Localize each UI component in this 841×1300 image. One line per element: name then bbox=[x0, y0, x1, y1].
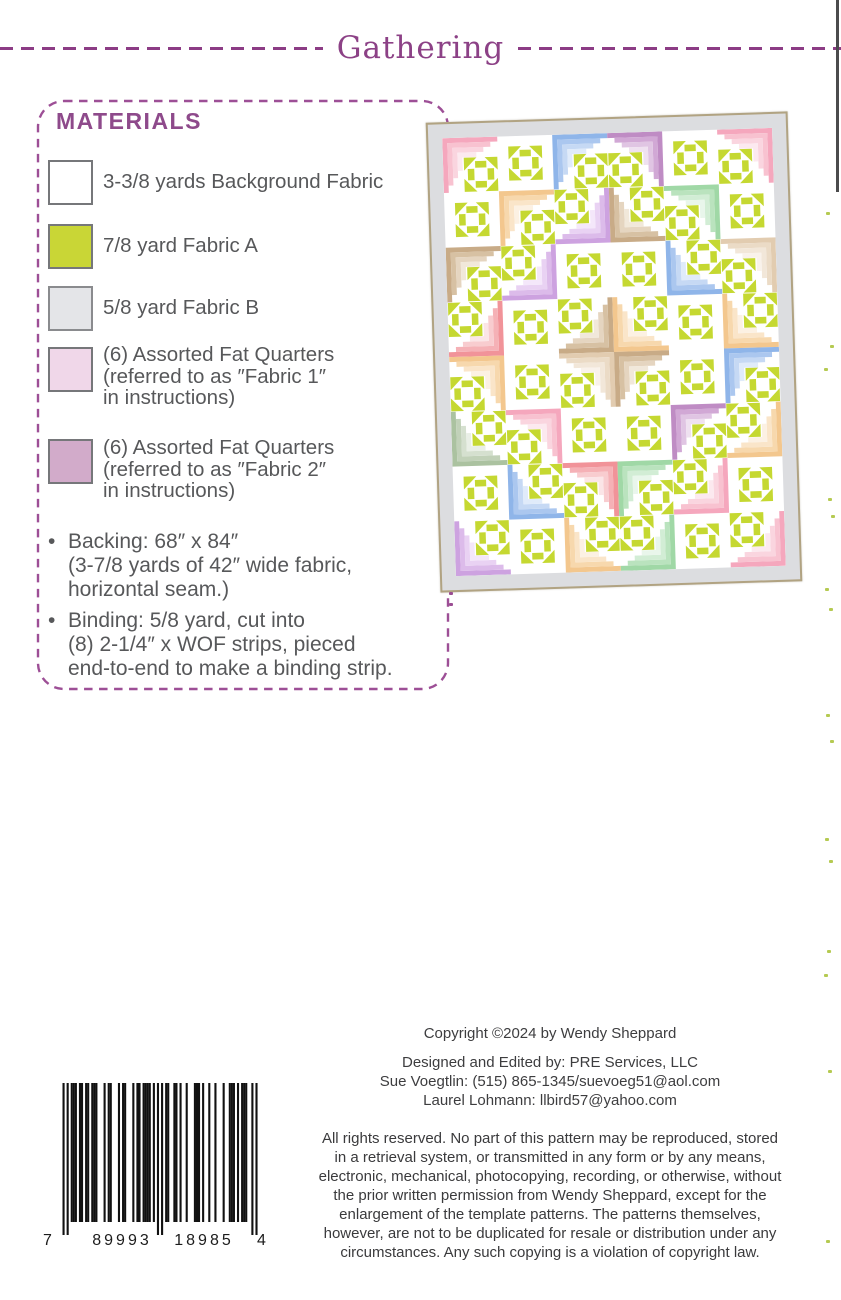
stray-ink-speck bbox=[830, 740, 834, 743]
legal-text-line: circumstances. Any such copying is a violation of copyright law. bbox=[340, 1244, 760, 1261]
legal-text-line: All rights reserved. No part of this pattern may be reproduced, stored bbox=[321, 1130, 779, 1147]
quilt-pattern-svg bbox=[442, 128, 786, 576]
pattern-title: Gathering bbox=[336, 30, 505, 66]
stray-ink-speck bbox=[829, 860, 833, 863]
swatch-label-fabric-a: 7/8 yard Fabric A bbox=[103, 234, 258, 257]
stray-ink-speck bbox=[829, 608, 833, 611]
stray-ink-speck bbox=[826, 714, 830, 717]
contact-line-laurel: Laurel Lohmann: llbird57@yahoo.com bbox=[423, 1092, 677, 1109]
stray-ink-speck bbox=[824, 974, 828, 977]
contact-line-sue: Sue Voegtlin: (515) 865-1345/suevoeg51@aol.com bbox=[379, 1073, 721, 1090]
swatch-label-background-fabric: 3-3/8 yards Background Fabric bbox=[103, 170, 384, 193]
legal-text-line: the prior written permission from Wendy Sheppard, except for the bbox=[333, 1187, 767, 1204]
barcode-digit-group1: 89993 bbox=[92, 1232, 152, 1249]
swatch-label-fabric-b: 5/8 yard Fabric B bbox=[103, 296, 260, 319]
header-dash-rule-right bbox=[518, 47, 841, 50]
designed-by-line: Designed and Edited by: PRE Services, LLC bbox=[402, 1054, 698, 1071]
copyright-line: Copyright ©2024 by Wendy Sheppard bbox=[423, 1025, 677, 1042]
stray-ink-speck bbox=[826, 1240, 830, 1243]
stray-ink-speck bbox=[830, 345, 834, 348]
header-dash-rule-left bbox=[0, 47, 323, 50]
legal-text-line: in a retrieval system, or transmitted in any form or by any means, bbox=[334, 1149, 766, 1166]
stray-ink-speck bbox=[449, 592, 453, 595]
stray-ink-speck bbox=[825, 838, 829, 841]
swatch-fabric-1 bbox=[48, 347, 93, 392]
swatch-fabric-a bbox=[48, 224, 93, 269]
backing-bullet: • Backing: 68″ x 84″ (3-7/8 yards of 42″ wide fabric, horizontal seam.) bbox=[48, 530, 353, 601]
stray-ink-speck bbox=[449, 603, 453, 606]
materials-heading: MATERIALS bbox=[56, 108, 202, 134]
swatch-label-fabric-2: (6) Assorted Fat Quarters (referred to as ″Fabric 2″ in instructions) bbox=[103, 436, 335, 502]
stray-ink-speck bbox=[825, 588, 829, 591]
bullet-dot: • bbox=[48, 609, 56, 632]
stray-ink-speck bbox=[824, 368, 828, 371]
stray-ink-speck bbox=[828, 498, 832, 501]
swatch-fabric-b bbox=[48, 286, 93, 331]
stray-ink-speck bbox=[826, 212, 830, 215]
legal-text-line: electronic, mechanical, photocopying, recording, or otherwise, without bbox=[318, 1168, 782, 1185]
swatch-label-fabric-1: (6) Assorted Fat Quarters (referred to as ″Fabric 1″ in instructions) bbox=[103, 343, 335, 409]
legal-text-line: however, are not to be duplicated for resale or distribution under any bbox=[323, 1225, 777, 1242]
swatch-fabric-2 bbox=[48, 439, 93, 484]
barcode-digit-check: 4 bbox=[257, 1232, 269, 1249]
bullet-dot: • bbox=[48, 530, 56, 553]
stray-ink-speck bbox=[828, 1070, 832, 1073]
adjacent-page-edge bbox=[836, 0, 839, 192]
quilt-image bbox=[426, 111, 803, 592]
upc-barcode bbox=[62, 1083, 258, 1235]
legal-text-line: enlargement of the template patterns. The patterns themselves, bbox=[339, 1206, 761, 1223]
stray-ink-speck bbox=[827, 950, 831, 953]
binding-bullet: • Binding: 5/8 yard, cut into (8) 2-1/4″ x WOF strips, pieced end-to-end to make a binding strip. bbox=[48, 609, 393, 680]
barcode-digit-prefix: 7 bbox=[43, 1232, 55, 1249]
stray-ink-speck bbox=[831, 515, 835, 518]
barcode-digit-group2: 18985 bbox=[174, 1232, 234, 1249]
swatch-background-fabric bbox=[48, 160, 93, 205]
header bbox=[0, 31, 841, 65]
